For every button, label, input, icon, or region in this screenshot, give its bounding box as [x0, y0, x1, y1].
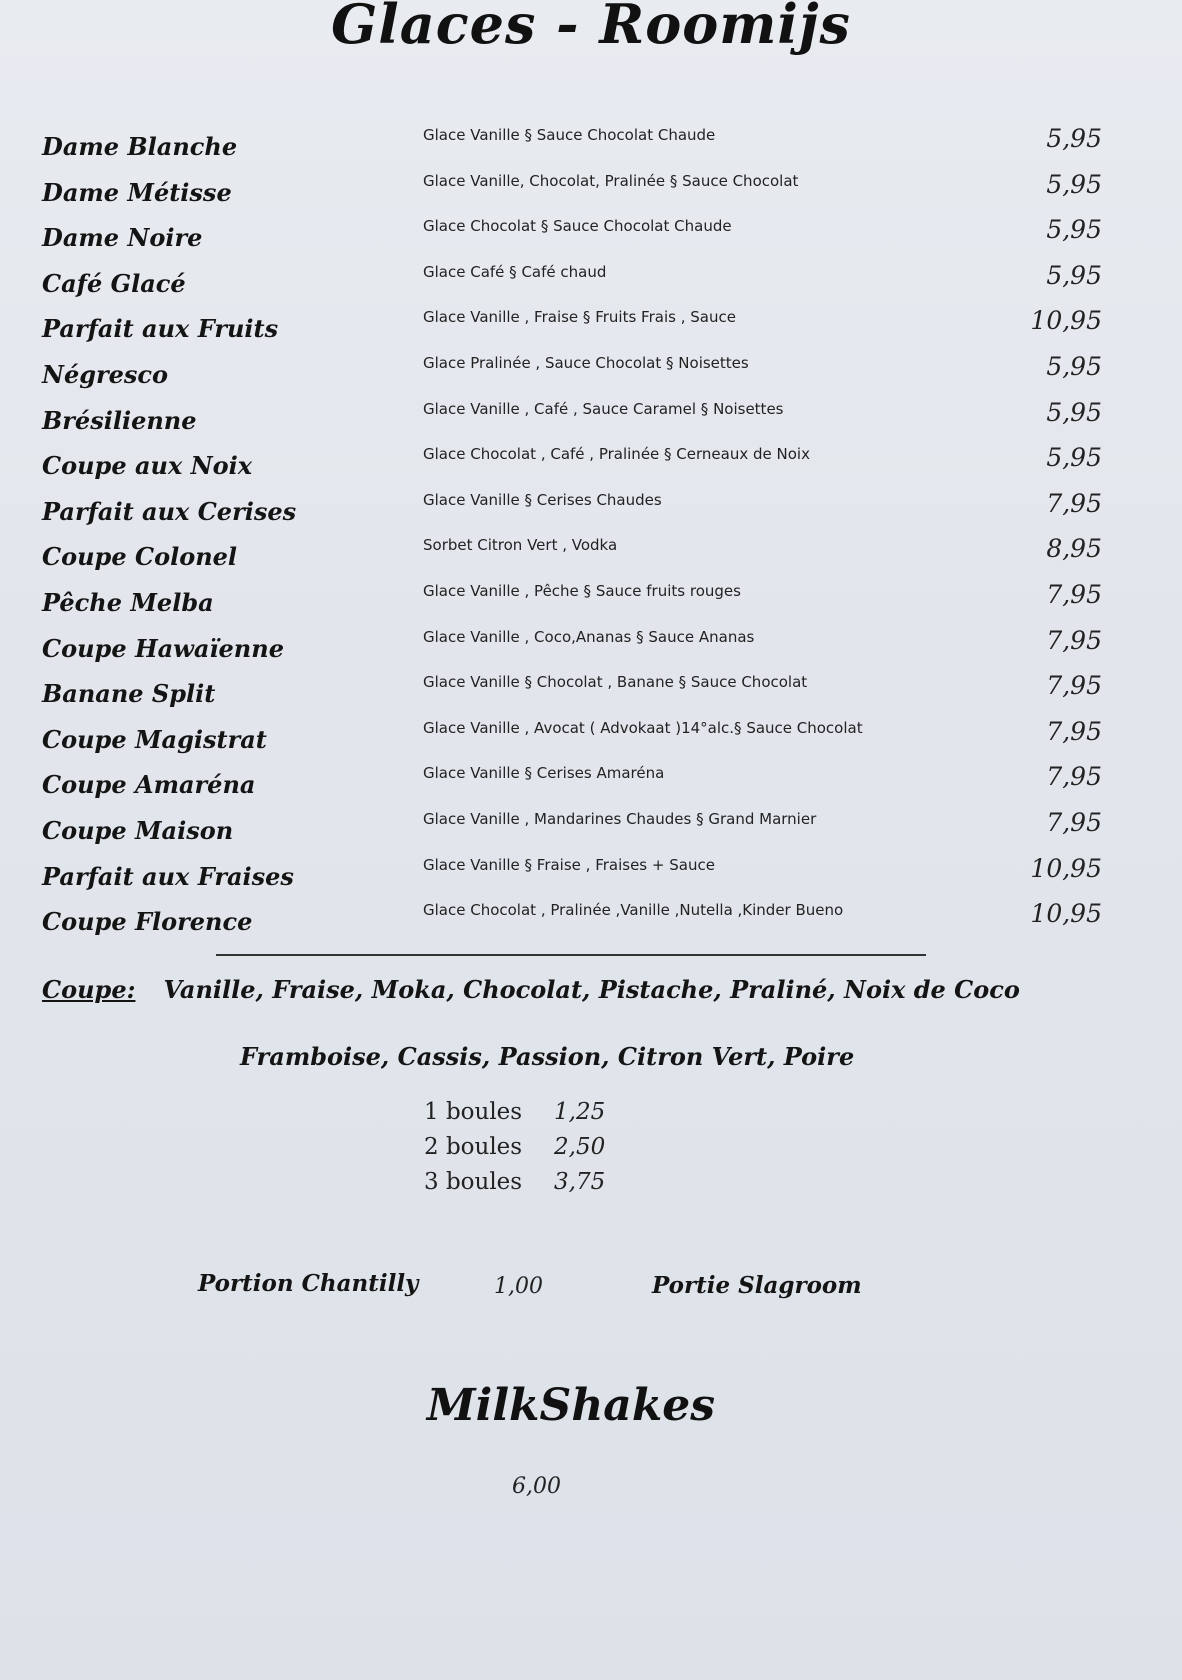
menu-item-name: Pêche Melba [42, 587, 214, 617]
menu-item-name: Coupe aux Noix [42, 451, 252, 481]
scoop-quantity: 2 boules [424, 1134, 523, 1160]
menu-item-name: Coupe Maison [42, 815, 234, 845]
coupe-flavors-line-1 [42, 975, 1020, 1004]
menu-item-name: Négresco [42, 359, 169, 389]
menu-item-row [0, 255, 1182, 301]
scoop-price: 3,75 [554, 1169, 606, 1195]
menu-item-description: Glace Chocolat § Sauce Chocolat Chaude [423, 217, 732, 236]
menu-item-name: Parfait aux Fruits [42, 314, 279, 344]
menu-item-price: 10,95 [1030, 899, 1102, 929]
menu-item-price: 7,95 [1046, 488, 1102, 518]
scoop-row [424, 1099, 605, 1134]
menu-item-row [0, 392, 1182, 438]
chantilly-price: 1,00 [494, 1274, 543, 1299]
menu-item-price: 5,95 [1046, 397, 1102, 427]
menu-item-price: 7,95 [1046, 807, 1102, 837]
menu-item-name: Coupe Colonel [42, 542, 238, 572]
menu-item-name: Dame Blanche [42, 132, 238, 161]
menu-item-row [0, 346, 1182, 392]
menu-item-price: 7,95 [1046, 762, 1102, 792]
scoop-row [424, 1169, 605, 1204]
menu-item-row [0, 711, 1182, 757]
menu-item-name: Coupe Magistrat [42, 724, 267, 754]
menu-item-row [0, 209, 1182, 255]
menu-item-description: Glace Vanille, Chocolat, Pralinée § Sauce Chocolat [423, 171, 799, 190]
milkshakes-price: 6,00 [512, 1474, 561, 1499]
scoop-quantity: 1 boules [424, 1099, 523, 1125]
menu-item-price: 5,95 [1046, 124, 1102, 153]
scoop-price-list [424, 1099, 605, 1204]
scoop-quantity: 3 boules [424, 1169, 523, 1195]
chantilly-label-nl: Portie Slagroom [652, 1272, 862, 1299]
menu-item-description: Glace Vanille , Avocat ( Advokaat )14°alc.§ Sauce Chocolat [423, 718, 863, 737]
menu-item-row [0, 164, 1182, 210]
menu-item-description: Glace Vanille § Cerises Chaudes [423, 490, 662, 509]
menu-item-price: 5,95 [1046, 443, 1102, 473]
menu-item-price: 10,95 [1030, 853, 1102, 883]
menu-item-description: Glace Vanille § Chocolat , Banane § Sauce Chocolat [423, 673, 808, 692]
menu-item-price: 10,95 [1030, 306, 1102, 336]
menu-item-description: Glace Vanille , Fraise § Fruits Frais , Sauce [423, 308, 736, 327]
menu-item-row [0, 848, 1182, 894]
menu-item-price: 7,95 [1046, 671, 1102, 701]
menu-item-description: Glace Pralinée , Sauce Chocolat § Noisettes [423, 353, 749, 372]
menu-item-description: Glace Café § Café chaud [423, 262, 607, 281]
scoop-price: 1,25 [554, 1099, 606, 1125]
menu-item-description: Sorbet Citron Vert , Vodka [423, 536, 618, 555]
menu-item-name: Banane Split [42, 679, 216, 709]
menu-item-price: 5,95 [1046, 260, 1102, 290]
menu-item-row [0, 893, 1182, 939]
menu-item-name: Dame Métisse [42, 177, 232, 207]
milkshakes-title: MilkShakes [426, 1380, 716, 1431]
menu-item-name: Brésilienne [42, 405, 197, 435]
chantilly-label-fr: Portion Chantilly [198, 1270, 419, 1297]
menu-item-price: 8,95 [1046, 534, 1102, 564]
section-divider [216, 954, 926, 956]
coupe-label: Coupe: [42, 975, 136, 1004]
menu-item-description: Glace Chocolat , Café , Pralinée § Cerneaux de Noix [423, 445, 810, 464]
menu-item-price: 5,95 [1046, 351, 1102, 381]
menu-item-price: 7,95 [1046, 579, 1102, 609]
menu-item-row [0, 528, 1182, 574]
menu-item-description: Glace Vanille § Fraise , Fraises + Sauce [423, 855, 715, 874]
scoop-row [424, 1134, 605, 1169]
menu-item-description: Glace Vanille , Café , Sauce Caramel § Noisettes [423, 399, 784, 418]
menu-item-row [0, 620, 1182, 666]
menu-item-description: Glace Vanille , Mandarines Chaudes § Grand Marnier [423, 809, 817, 828]
menu-item-name: Coupe Amaréna [42, 770, 256, 800]
page-title: Glaces - Roomijs [331, 0, 851, 56]
menu-item-description: Glace Vanille , Coco,Ananas § Sauce Ananas [423, 627, 755, 646]
menu-item-description: Glace Chocolat , Pralinée ,Vanille ,Nutella ,Kinder Bueno [423, 901, 844, 920]
menu-item-price: 7,95 [1046, 625, 1102, 655]
menu-item-name: Parfait aux Fraises [42, 861, 294, 891]
menu-item-row [0, 574, 1182, 620]
menu-item-name: Coupe Hawaïenne [42, 633, 284, 663]
menu-item-description: Glace Vanille § Sauce Chocolat Chaude [423, 126, 716, 144]
menu-item-description: Glace Vanille § Cerises Amaréna [423, 764, 665, 783]
menu-item-price: 7,95 [1046, 716, 1102, 746]
menu-item-row [0, 665, 1182, 711]
menu-item-price: 5,95 [1046, 215, 1102, 245]
menu-item-row [0, 756, 1182, 802]
menu-item-row [0, 483, 1182, 529]
menu-item-row [0, 118, 1182, 164]
coupe-flavors-text-1: Vanille, Fraise, Moka, Chocolat, Pistache, Praliné, Noix de Coco [163, 975, 1020, 1004]
menu-item-row [0, 437, 1182, 483]
scoop-price: 2,50 [554, 1134, 606, 1160]
coupe-flavors-line-2: Framboise, Cassis, Passion, Citron Vert, Poire [240, 1042, 855, 1071]
menu-item-row [0, 802, 1182, 848]
ice-cream-menu-list [0, 118, 1182, 939]
menu-item-name: Dame Noire [42, 223, 203, 253]
menu-item-description: Glace Vanille , Pêche § Sauce fruits rouges [423, 581, 741, 600]
menu-item-row [0, 300, 1182, 346]
menu-item-price: 5,95 [1046, 169, 1102, 199]
menu-item-name: Coupe Florence [42, 907, 253, 937]
menu-item-name: Parfait aux Cerises [42, 496, 297, 526]
menu-item-name: Café Glacé [42, 268, 186, 298]
